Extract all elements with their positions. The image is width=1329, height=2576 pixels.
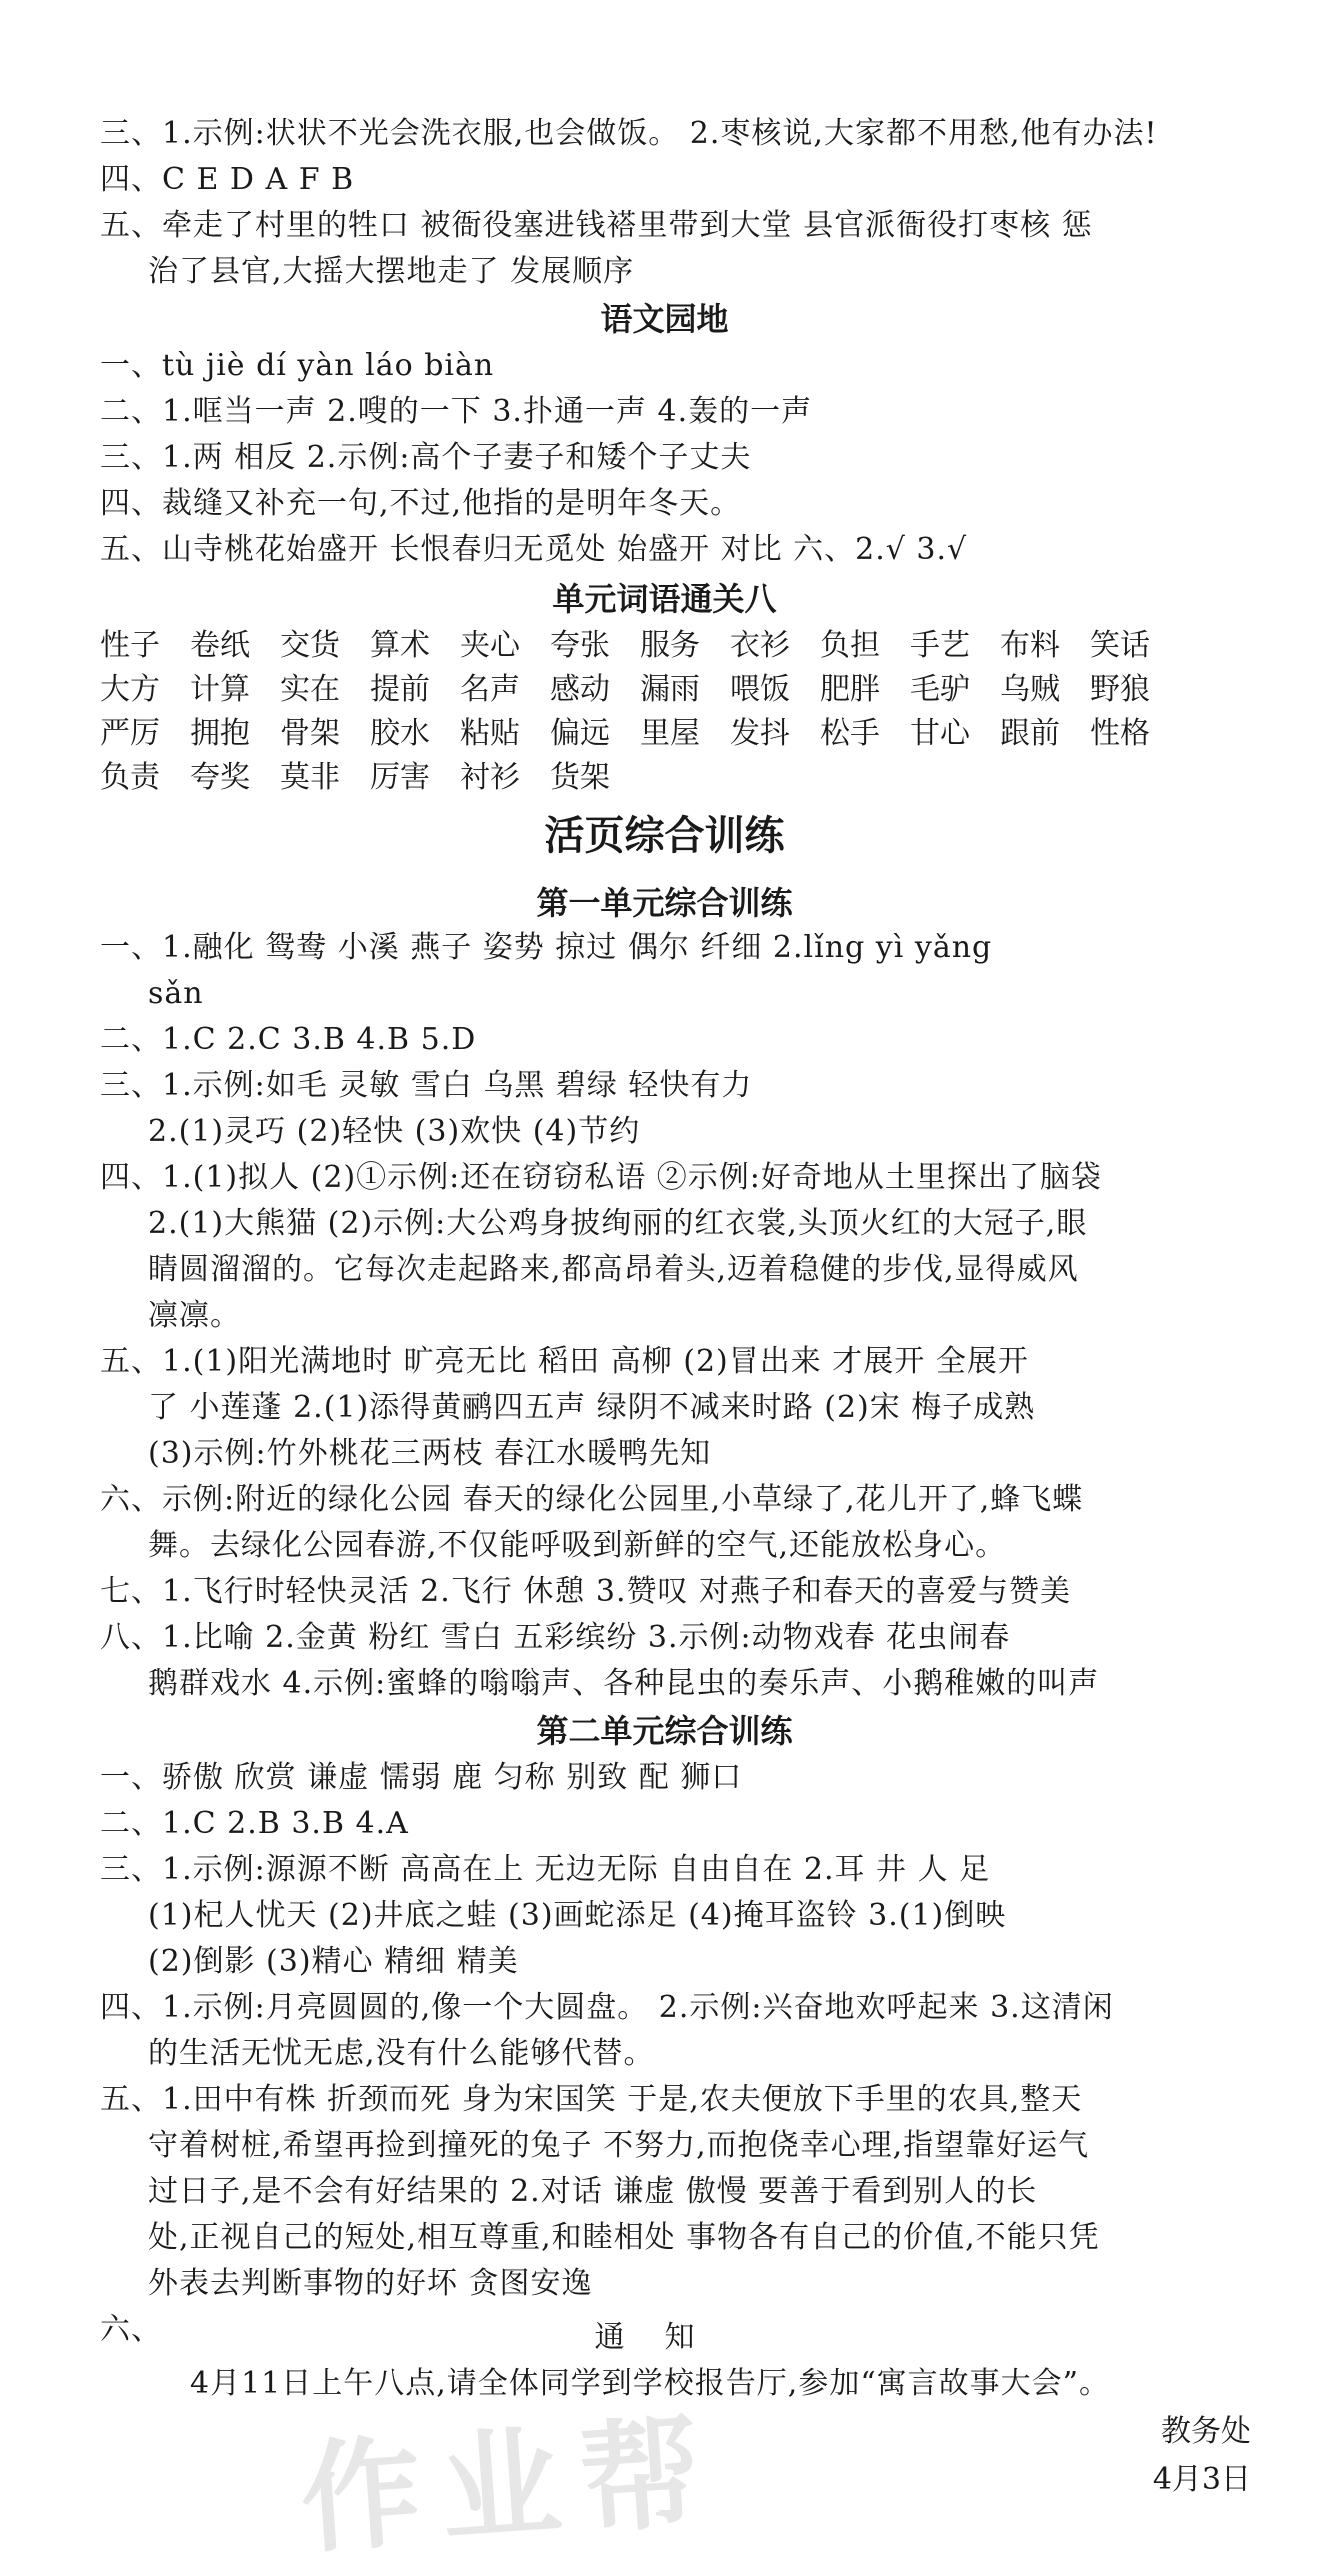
- word-item: 骨架: [280, 716, 340, 751]
- notice-date: 4月3日: [1152, 2462, 1251, 2497]
- text-line: 四、1.示例:月亮圆圆的,像一个大圆盘。 2.示例:兴奋地欢呼起来 3.这清闲: [100, 1990, 1114, 2025]
- text-line: 三、1.两 相反 2.示例:高个子妻子和矮个子丈夫: [100, 440, 752, 475]
- text-line: 2.(1)灵巧 (2)轻快 (3)欢快 (4)节约: [148, 1114, 641, 1149]
- word-item: 名声: [460, 672, 520, 707]
- text-line: 的生活无忧无虑,没有什么能够代替。: [148, 2036, 655, 2071]
- word-item: 粘贴: [460, 716, 520, 751]
- text-line: (2)倒影 (3)精心 精细 精美: [148, 1944, 519, 1979]
- word-item: 喂饭: [730, 672, 790, 707]
- section-heading: 第二单元综合训练: [536, 1712, 793, 1750]
- main-heading: 活页综合训练: [544, 813, 785, 859]
- word-item: 肥胖: [820, 672, 880, 707]
- notice-title: 通知: [594, 2320, 735, 2355]
- text-line: 五、牵走了村里的牲口 被衙役塞进钱褡里带到大堂 县官派衙役打枣核 惩: [100, 208, 1093, 243]
- text-line: 四、1.(1)拟人 (2)①示例:还在窃窃私语 ②示例:好奇地从土里探出了脑袋: [100, 1160, 1102, 1195]
- word-item: 布料: [1000, 628, 1060, 663]
- text-line: 五、1.(1)阳光满地时 旷亮无比 稻田 高柳 (2)冒出来 才展开 全展开: [100, 1344, 1029, 1379]
- text-line: 了 小莲蓬 2.(1)添得黄鹂四五声 绿阴不减来时路 (2)宋 梅子成熟: [148, 1390, 1036, 1425]
- text-line: 三、1.示例:如毛 灵敏 雪白 乌黑 碧绿 轻快有力: [100, 1068, 753, 1103]
- word-item: 发抖: [730, 716, 790, 751]
- notice-sign: 教务处: [1161, 2414, 1251, 2449]
- word-item: 胶水: [370, 716, 430, 751]
- word-item: 性子: [100, 628, 160, 663]
- text-line: (3)示例:竹外桃花三两枝 春江水暖鸭先知: [148, 1436, 712, 1471]
- word-item: 乌贼: [1000, 672, 1060, 707]
- text-line: 五、山寺桃花始盛开 长恨春归无觅处 始盛开 对比 六、2.√ 3.√: [100, 532, 968, 567]
- text-line: 二、1.哐当一声 2.嗖的一下 3.扑通一声 4.轰的一声: [100, 394, 813, 429]
- word-item: 漏雨: [640, 672, 700, 707]
- text-line: 八、1.比喻 2.金黄 粉红 雪白 五彩缤纷 3.示例:动物戏春 花虫闹春: [100, 1620, 1011, 1655]
- word-item: 衣衫: [730, 628, 790, 663]
- word-item: 大方: [100, 672, 160, 707]
- word-item: 笑话: [1090, 628, 1150, 663]
- text-line: 凛凛。: [148, 1298, 241, 1333]
- text-line: 过日子,是不会有好结果的 2.对话 谦虚 傲慢 要善于看到别人的长: [148, 2174, 1038, 2209]
- text-line: 六、: [100, 2312, 162, 2347]
- word-item: 手艺: [910, 628, 970, 663]
- word-item: 感动: [550, 672, 610, 707]
- word-item: 交货: [280, 628, 340, 663]
- text-line: 六、示例:附近的绿化公园 春天的绿化公园里,小草绿了,花儿开了,蜂飞蝶: [100, 1482, 1084, 1517]
- word-row: [100, 712, 1180, 756]
- text-line: 四、裁缝又补充一句,不过,他指的是明年冬天。: [100, 486, 742, 521]
- text-line: 睛圆溜溜的。它每次走起路来,都高昂着头,迈着稳健的步伐,显得威风: [148, 1252, 1079, 1287]
- word-row: [100, 756, 1180, 800]
- word-item: 货架: [550, 760, 610, 795]
- text-line: 一、tù jiè dí yàn láo biàn: [100, 348, 495, 383]
- word-item: 实在: [280, 672, 340, 707]
- text-line: 外表去判断事物的好坏 贪图安逸: [148, 2266, 593, 2301]
- word-item: 提前: [370, 672, 430, 707]
- word-grid: [100, 624, 1180, 800]
- word-item: 厉害: [370, 760, 430, 795]
- text-line: 鹅群戏水 4.示例:蜜蜂的嗡嗡声、各种昆虫的奏乐声、小鹅稚嫩的叫声: [148, 1666, 1100, 1701]
- notice-body: 4月11日上午八点,请全体同学到学校报告厅,参加“寓言故事大会”。: [190, 2366, 1111, 2401]
- section-heading: 第一单元综合训练: [536, 884, 793, 922]
- word-item: 偏远: [550, 716, 610, 751]
- text-line: 三、1.示例:源源不断 高高在上 无边无际 自由自在 2.耳 井 人 足: [100, 1852, 991, 1887]
- word-item: 夹心: [460, 628, 520, 663]
- word-item: 卷纸: [190, 628, 250, 663]
- word-item: 衬衫: [460, 760, 520, 795]
- text-line: 四、C E D A F B: [100, 162, 355, 197]
- word-item: 里屋: [640, 716, 700, 751]
- word-item: 松手: [820, 716, 880, 751]
- word-item: 负责: [100, 760, 160, 795]
- word-item: 拥抱: [190, 716, 250, 751]
- text-line: sǎn: [148, 976, 204, 1011]
- word-item: 毛驴: [910, 672, 970, 707]
- word-item: 夸奖: [190, 760, 250, 795]
- text-line: (1)杞人忧天 (2)井底之蛙 (3)画蛇添足 (4)掩耳盗铃 3.(1)倒映: [148, 1898, 1007, 1933]
- text-line: 守着树桩,希望再捡到撞死的兔子 不努力,而抱侥幸心理,指望靠好运气: [148, 2128, 1090, 2163]
- word-item: 莫非: [280, 760, 340, 795]
- section-heading: 语文园地: [600, 300, 729, 338]
- text-line: 三、1.示例:状状不光会洗衣服,也会做饭。 2.枣核说,大家都不用愁,他有办法!: [100, 116, 1158, 151]
- text-line: 二、1.C 2.B 3.B 4.A: [100, 1806, 409, 1841]
- word-item: 服务: [640, 628, 700, 663]
- text-line: 舞。去绿化公园春游,不仅能呼吸到新鲜的空气,还能放松身心。: [148, 1528, 1007, 1563]
- word-row: [100, 624, 1180, 668]
- word-item: 夸张: [550, 628, 610, 663]
- word-item: 算术: [370, 628, 430, 663]
- word-item: 野狼: [1090, 672, 1150, 707]
- text-line: 五、1.田中有株 折颈而死 身为宋国笑 于是,农夫便放下手里的农具,整天: [100, 2082, 1083, 2117]
- word-row: [100, 668, 1180, 712]
- word-item: 负担: [820, 628, 880, 663]
- word-item: 跟前: [1000, 716, 1060, 751]
- text-line: 处,正视自己的短处,相互尊重,和睦相处 事物各有自己的价值,不能只凭: [148, 2220, 1100, 2255]
- text-line: 七、1.飞行时轻快灵活 2.飞行 休憩 3.赞叹 对燕子和春天的喜爱与赞美: [100, 1574, 1072, 1609]
- text-line: 二、1.C 2.C 3.B 4.B 5.D: [100, 1022, 477, 1057]
- text-line: 一、骄傲 欣赏 谦虚 懦弱 鹿 匀称 别致 配 狮口: [100, 1760, 743, 1795]
- word-item: 严厉: [100, 716, 160, 751]
- section-heading: 单元词语通关八: [552, 580, 777, 618]
- watermark: 作业帮: [296, 2402, 726, 2571]
- word-item: 性格: [1090, 716, 1150, 751]
- text-line: 2.(1)大熊猫 (2)示例:大公鸡身披绚丽的红衣裳,头顶火红的大冠子,眼: [148, 1206, 1088, 1241]
- text-line: 治了县官,大摇大摆地走了 发展顺序: [148, 254, 635, 289]
- text-line: 一、1.融化 鸳鸯 小溪 燕子 姿势 掠过 偶尔 纤细 2.lǐng yì yǎng: [100, 930, 993, 965]
- word-item: 计算: [190, 672, 250, 707]
- word-item: 甘心: [910, 716, 970, 751]
